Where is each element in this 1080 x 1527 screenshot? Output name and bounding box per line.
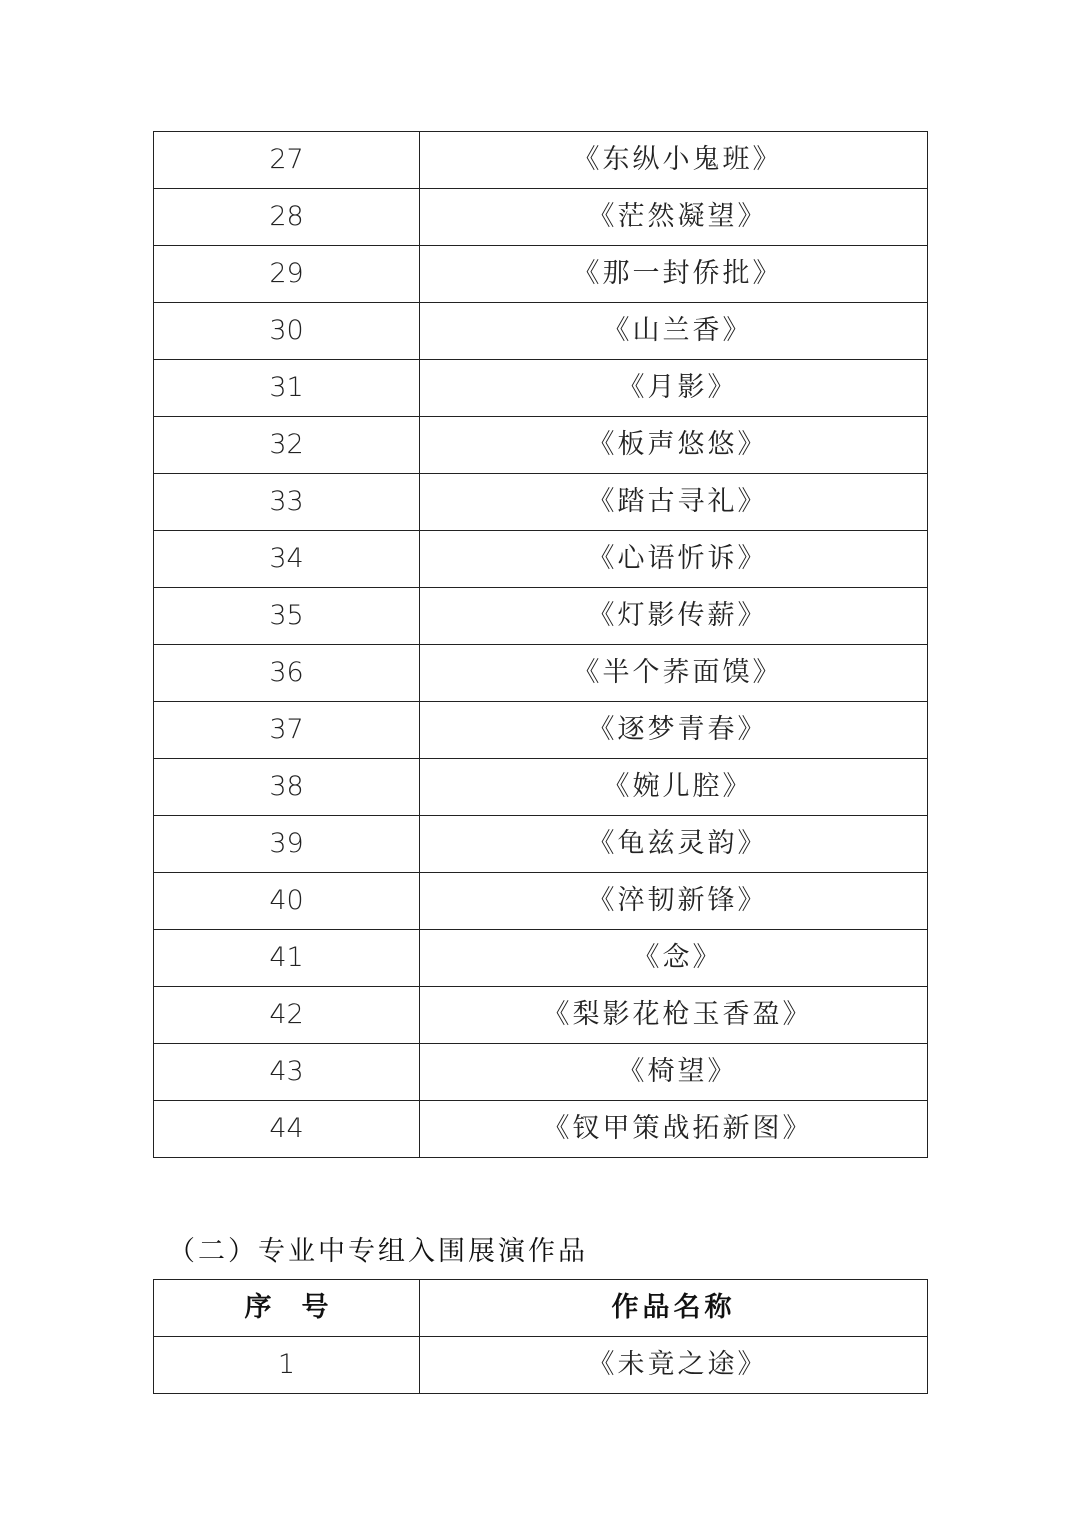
serial-number: 36 xyxy=(154,645,420,702)
table-row xyxy=(154,531,928,588)
work-title-cell xyxy=(420,1044,928,1101)
work-title: 《半个荞面馍》 xyxy=(572,657,783,688)
work-title-cell xyxy=(420,417,928,474)
table-row xyxy=(154,417,928,474)
serial-number: 42 xyxy=(154,987,420,1044)
work-title: 《淬韧新锋》 xyxy=(587,885,768,916)
work-title-cell xyxy=(420,474,928,531)
serial-number: 31 xyxy=(154,360,420,417)
work-title: 《月影》 xyxy=(617,372,738,403)
work-title: 《椅望》 xyxy=(617,1056,738,1087)
work-title-cell xyxy=(420,246,928,303)
serial-number: 38 xyxy=(154,759,420,816)
work-title-cell xyxy=(420,303,928,360)
work-title: 《未竟之途》 xyxy=(587,1349,768,1380)
serial-number: 35 xyxy=(154,588,420,645)
header-work-title: 作品名称 xyxy=(420,1280,928,1337)
work-title: 《那一封侨批》 xyxy=(572,258,783,289)
serial-number: 28 xyxy=(154,189,420,246)
table-row xyxy=(154,1044,928,1101)
serial-number: 30 xyxy=(154,303,420,360)
work-title-cell xyxy=(420,759,928,816)
work-title: 《梨影花枪玉香盈》 xyxy=(542,999,813,1030)
serial-number: 34 xyxy=(154,531,420,588)
serial-number: 29 xyxy=(154,246,420,303)
work-title-cell xyxy=(420,816,928,873)
table-row xyxy=(154,588,928,645)
works-table-1-body xyxy=(154,132,928,1158)
table-row xyxy=(154,1101,928,1158)
serial-number: 43 xyxy=(154,1044,420,1101)
table-row xyxy=(154,1337,928,1394)
work-title-cell xyxy=(420,588,928,645)
table-row xyxy=(154,930,928,987)
works-table-2-body xyxy=(154,1280,928,1394)
work-title: 《东纵小鬼班》 xyxy=(572,144,783,175)
work-title: 《踏古寻礼》 xyxy=(587,486,768,517)
table-row xyxy=(154,132,928,189)
table-row xyxy=(154,987,928,1044)
header-serial-number: 序号 xyxy=(154,1280,420,1337)
work-title-cell xyxy=(420,645,928,702)
work-title: 《龟兹灵韵》 xyxy=(587,828,768,859)
work-title-cell xyxy=(420,360,928,417)
work-title: 《山兰香》 xyxy=(602,315,753,346)
serial-number: 27 xyxy=(154,132,420,189)
work-title: 《钗甲策战拓新图》 xyxy=(542,1113,813,1144)
table-row xyxy=(154,816,928,873)
serial-number: 39 xyxy=(154,816,420,873)
work-title: 《茫然凝望》 xyxy=(587,201,768,232)
table-row xyxy=(154,759,928,816)
work-title: 《逐梦青春》 xyxy=(587,714,768,745)
serial-number: 37 xyxy=(154,702,420,759)
table-row xyxy=(154,189,928,246)
serial-number: 44 xyxy=(154,1101,420,1158)
works-table-2 xyxy=(153,1279,928,1394)
works-table-1 xyxy=(153,131,928,1158)
serial-number: 41 xyxy=(154,930,420,987)
table-row xyxy=(154,474,928,531)
work-title-cell xyxy=(420,1337,928,1394)
work-title: 《心语忻诉》 xyxy=(587,543,768,574)
work-title-cell xyxy=(420,702,928,759)
work-title-cell xyxy=(420,930,928,987)
table-row xyxy=(154,246,928,303)
serial-number: 1 xyxy=(154,1337,420,1394)
table-header-row xyxy=(154,1280,928,1337)
work-title-cell xyxy=(420,189,928,246)
section-heading: （二）专业中专组入围展演作品 xyxy=(168,1236,588,1267)
table-row xyxy=(154,702,928,759)
work-title-cell xyxy=(420,531,928,588)
work-title-cell xyxy=(420,873,928,930)
serial-number: 32 xyxy=(154,417,420,474)
table-row xyxy=(154,303,928,360)
work-title: 《婉儿腔》 xyxy=(602,771,753,802)
serial-number: 40 xyxy=(154,873,420,930)
serial-number: 33 xyxy=(154,474,420,531)
work-title: 《板声悠悠》 xyxy=(587,429,768,460)
table-row xyxy=(154,645,928,702)
work-title: 《灯影传薪》 xyxy=(587,600,768,631)
work-title-cell xyxy=(420,1101,928,1158)
work-title-cell xyxy=(420,987,928,1044)
table-row xyxy=(154,360,928,417)
work-title-cell xyxy=(420,132,928,189)
work-title: 《念》 xyxy=(632,942,723,973)
table-row xyxy=(154,873,928,930)
